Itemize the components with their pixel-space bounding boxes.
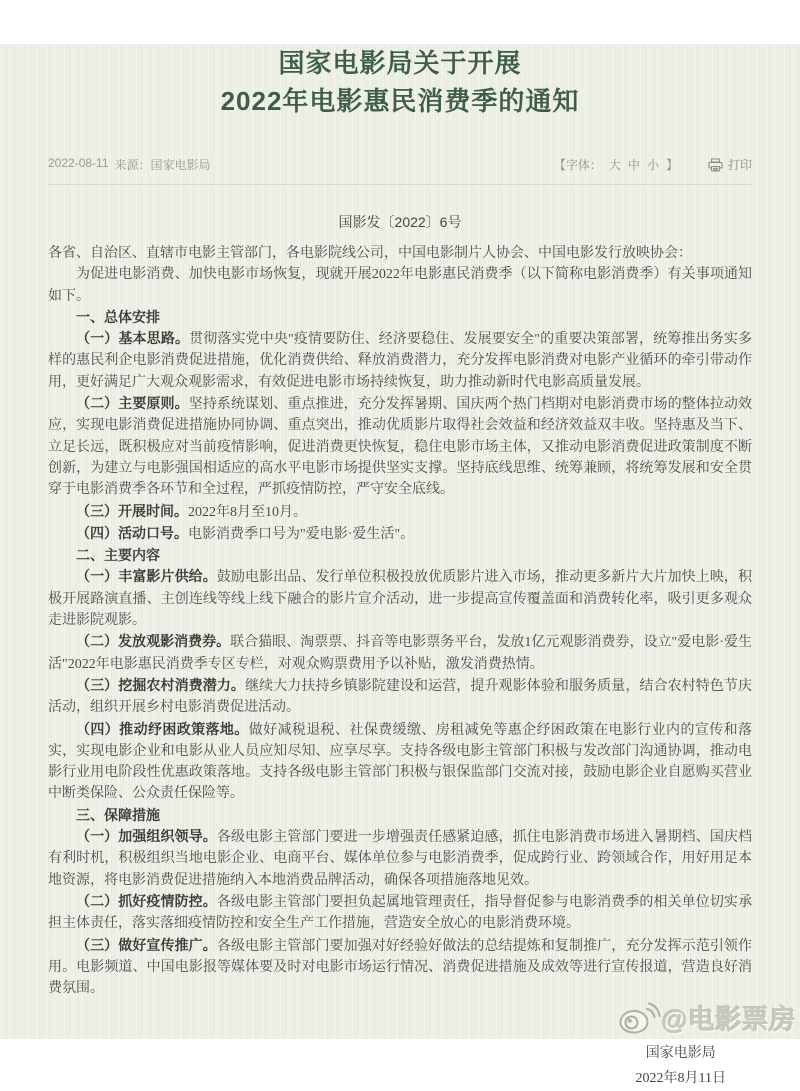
paragraph-text: 二、主要内容: [76, 547, 160, 564]
paragraph-text: 各级电影主管部门要加强对好经验好做法的总结提炼和复制推广，充分发挥示范引领作用。电影频道、中国电影报等媒体要及时对电影市场运行情况、消费促进措施及成效等进行宣传报道，营造良好消费氛围。: [48, 938, 753, 997]
printer-icon: [708, 158, 723, 172]
paragraph-lead: （二）抓好疫情防控。: [76, 892, 217, 909]
paragraph-text: 做好减税退税、社保费缓缴、房租减免等惠企纾困政策在电影行业内的宣传和落实，实现电影企业和电影从业人员应知尽知、应享尽享。支持各级电影主管部门积极与发改部门沟通协调，推动电影行业用电阶段性优惠政策落地。支持各级电影主管部门积极与银保监部门交流对接，鼓励电影企业自愿购买营业中断类保险、公众责任保险等。: [48, 722, 753, 802]
paragraph-lead: （二）发放观影消费券。: [76, 633, 231, 650]
meta-bar: [48, 156, 752, 185]
paragraph-text: 电影消费季口号为"爱电影·爱生活"。: [188, 526, 415, 542]
paragraph-text: 继续大力扶持乡镇影院建设和运营，提升观影体验和服务质量，结合农村特色节庆活动，组织开展乡村电影消费促进活动。: [48, 678, 753, 716]
paragraph-lead: （二）主要原则。: [76, 395, 189, 412]
print-label: 打印: [727, 158, 752, 172]
font-size-small-button[interactable]: 小: [646, 158, 659, 172]
print-button[interactable]: [708, 156, 752, 173]
paragraph-item: [48, 566, 752, 631]
paragraph-salutation: [48, 243, 752, 264]
paragraph-text: 2022年8月至10月。: [188, 504, 307, 520]
paragraph-lead: （三）开展时间。: [76, 502, 188, 519]
page-title-line1: 国家电影局关于开展: [278, 48, 522, 78]
paragraph-text: 三、保障措施: [76, 806, 160, 823]
paragraph-text: 各级电影主管部门要进一步增强责任感紧迫感，抓住电影消费市场进入暑期档、国庆档有利时机，积极组织当地电影企业、电商平台、媒体单位参与电影消费季，促成跨行业、跨领域合作，用好用足本地资源，将电影消费促进措施纳入本地消费品牌活动，确保各项措施落地见效。: [48, 830, 753, 888]
paragraph-item: [48, 393, 752, 500]
paragraph-lead: （四）推动纾困政策落地。: [76, 720, 249, 737]
paragraph-lead: （三）做好宣传推广。: [76, 936, 217, 953]
paragraph-text: 联合猫眼、淘票票、抖音等电影票务平台，发放1亿元观影消费券，设立"爱电影·爱生活"2022年电影惠民消费季专区专栏，对观众购票费用予以补贴，激发消费热情。: [48, 635, 753, 672]
source-label: 来源：国家电影局: [114, 158, 211, 172]
paragraph-lead: （四）活动口号。: [76, 524, 188, 541]
paragraph-item: [48, 631, 752, 675]
paragraph-text: 各省、自治区、直辖市电影主管部门，各电影院线公司，中国电影制片人协会、中国电影发行放映协会：: [48, 246, 692, 261]
paragraph-text: 为促进电影消费、加快电影市场恢复，现就开展2022年电影惠民消费季（以下简称电影消费季）有关事项通知如下。: [48, 267, 752, 304]
document-body: [48, 243, 752, 999]
paragraph-item: [48, 501, 752, 523]
meta-right: [554, 156, 752, 173]
publish-date: 2022-08-11: [48, 156, 109, 170]
paragraph-lead: （一）基本思路。: [76, 330, 190, 347]
paragraph-text: 一、总体安排: [76, 308, 160, 325]
page-title: [48, 44, 752, 120]
notice-page: [0, 44, 800, 1087]
paragraph-lead: （三）挖掘农村消费潜力。: [76, 676, 246, 693]
meta-left: [48, 156, 211, 173]
paragraph-text: 鼓励电影出品、发行单位积极投放优质影片进入市场，推动更多新片大片加快上映，积极开展路演直播、主创连线等线上线下融合的影片宣介活动，进一步提高宣传覆盖面和消费转化率，吸引更多观众走进影院观影。: [48, 570, 753, 629]
paragraph-item: [48, 719, 752, 805]
signature-name: 国家电影局: [645, 1046, 716, 1062]
font-size-medium-button[interactable]: 中: [627, 158, 640, 172]
paragraph-text: 各级电影主管部门要担负起属地管理责任，指导督促参与电影消费季的相关单位切实承担主体责任，落实落细疫情防控和安全生产工作措施，营造安全放心的电影消费环境。: [48, 894, 753, 932]
paragraph-body: [48, 264, 752, 307]
paragraph-text: 坚持系统谋划、重点推进，充分发挥暑期、国庆两个热门档期对电影消费市场的整体拉动效应，实现电影消费促进措施协同协调、重点突出，推动优质影片取得社会效益和经济效益双丰收。坚持惠及当下、立足长远，既积极应对当前疫情影响，促进消费更快恢复，稳住电影市场主体，又推动电影消费促进政策制度不断创新，为建立与电影强国相适应的高水平电影市场提供坚实支撑。坚持底线思维、统筹兼顾，将统筹发展和安全贯穿于电影消费季各环节和全过程，严抓疫情防控，严守安全底线。: [48, 397, 753, 498]
font-label-open: 【字体：: [553, 158, 602, 172]
page-title-line2: 2022年电影惠民消费季的通知: [220, 86, 580, 116]
paragraph-item: [48, 935, 752, 1000]
paragraph-item: [48, 826, 752, 891]
font-size-control: [554, 156, 678, 173]
paragraph-heading: [48, 805, 752, 826]
paragraph-item: [48, 328, 752, 393]
font-size-large-button[interactable]: 大: [608, 158, 621, 172]
paragraph-lead: （一）加强组织领导。: [76, 828, 217, 845]
signature-date: 2022年8月11日: [635, 1071, 726, 1087]
font-label-close: 】: [665, 158, 678, 172]
paragraph-heading: [48, 545, 752, 566]
paragraph-text: 贯彻落实党中央"疫情要防住、经济要稳住、发展要安全"的重要决策部署，统筹推出务实多样的惠民利企电影消费促进措施，优化消费供给、释放消费潜力，充分发挥电影消费对电影产业循环的牵引带动作用，更好满足广大观众观影需求，有效促进电影市场持续恢复，助力推动新时代电影高质量发展。: [48, 332, 752, 390]
paragraph-lead: （一）丰富影片供给。: [76, 568, 217, 585]
paragraph-item: [48, 675, 752, 719]
paragraph-item: [48, 891, 752, 935]
paragraph-item: [48, 523, 752, 545]
signature-block: [636, 1041, 726, 1091]
paragraph-heading: [48, 307, 752, 328]
watermark-label: @电影票房: [661, 1005, 796, 1035]
document-number: 国影发〔2022〕6号: [338, 214, 462, 230]
